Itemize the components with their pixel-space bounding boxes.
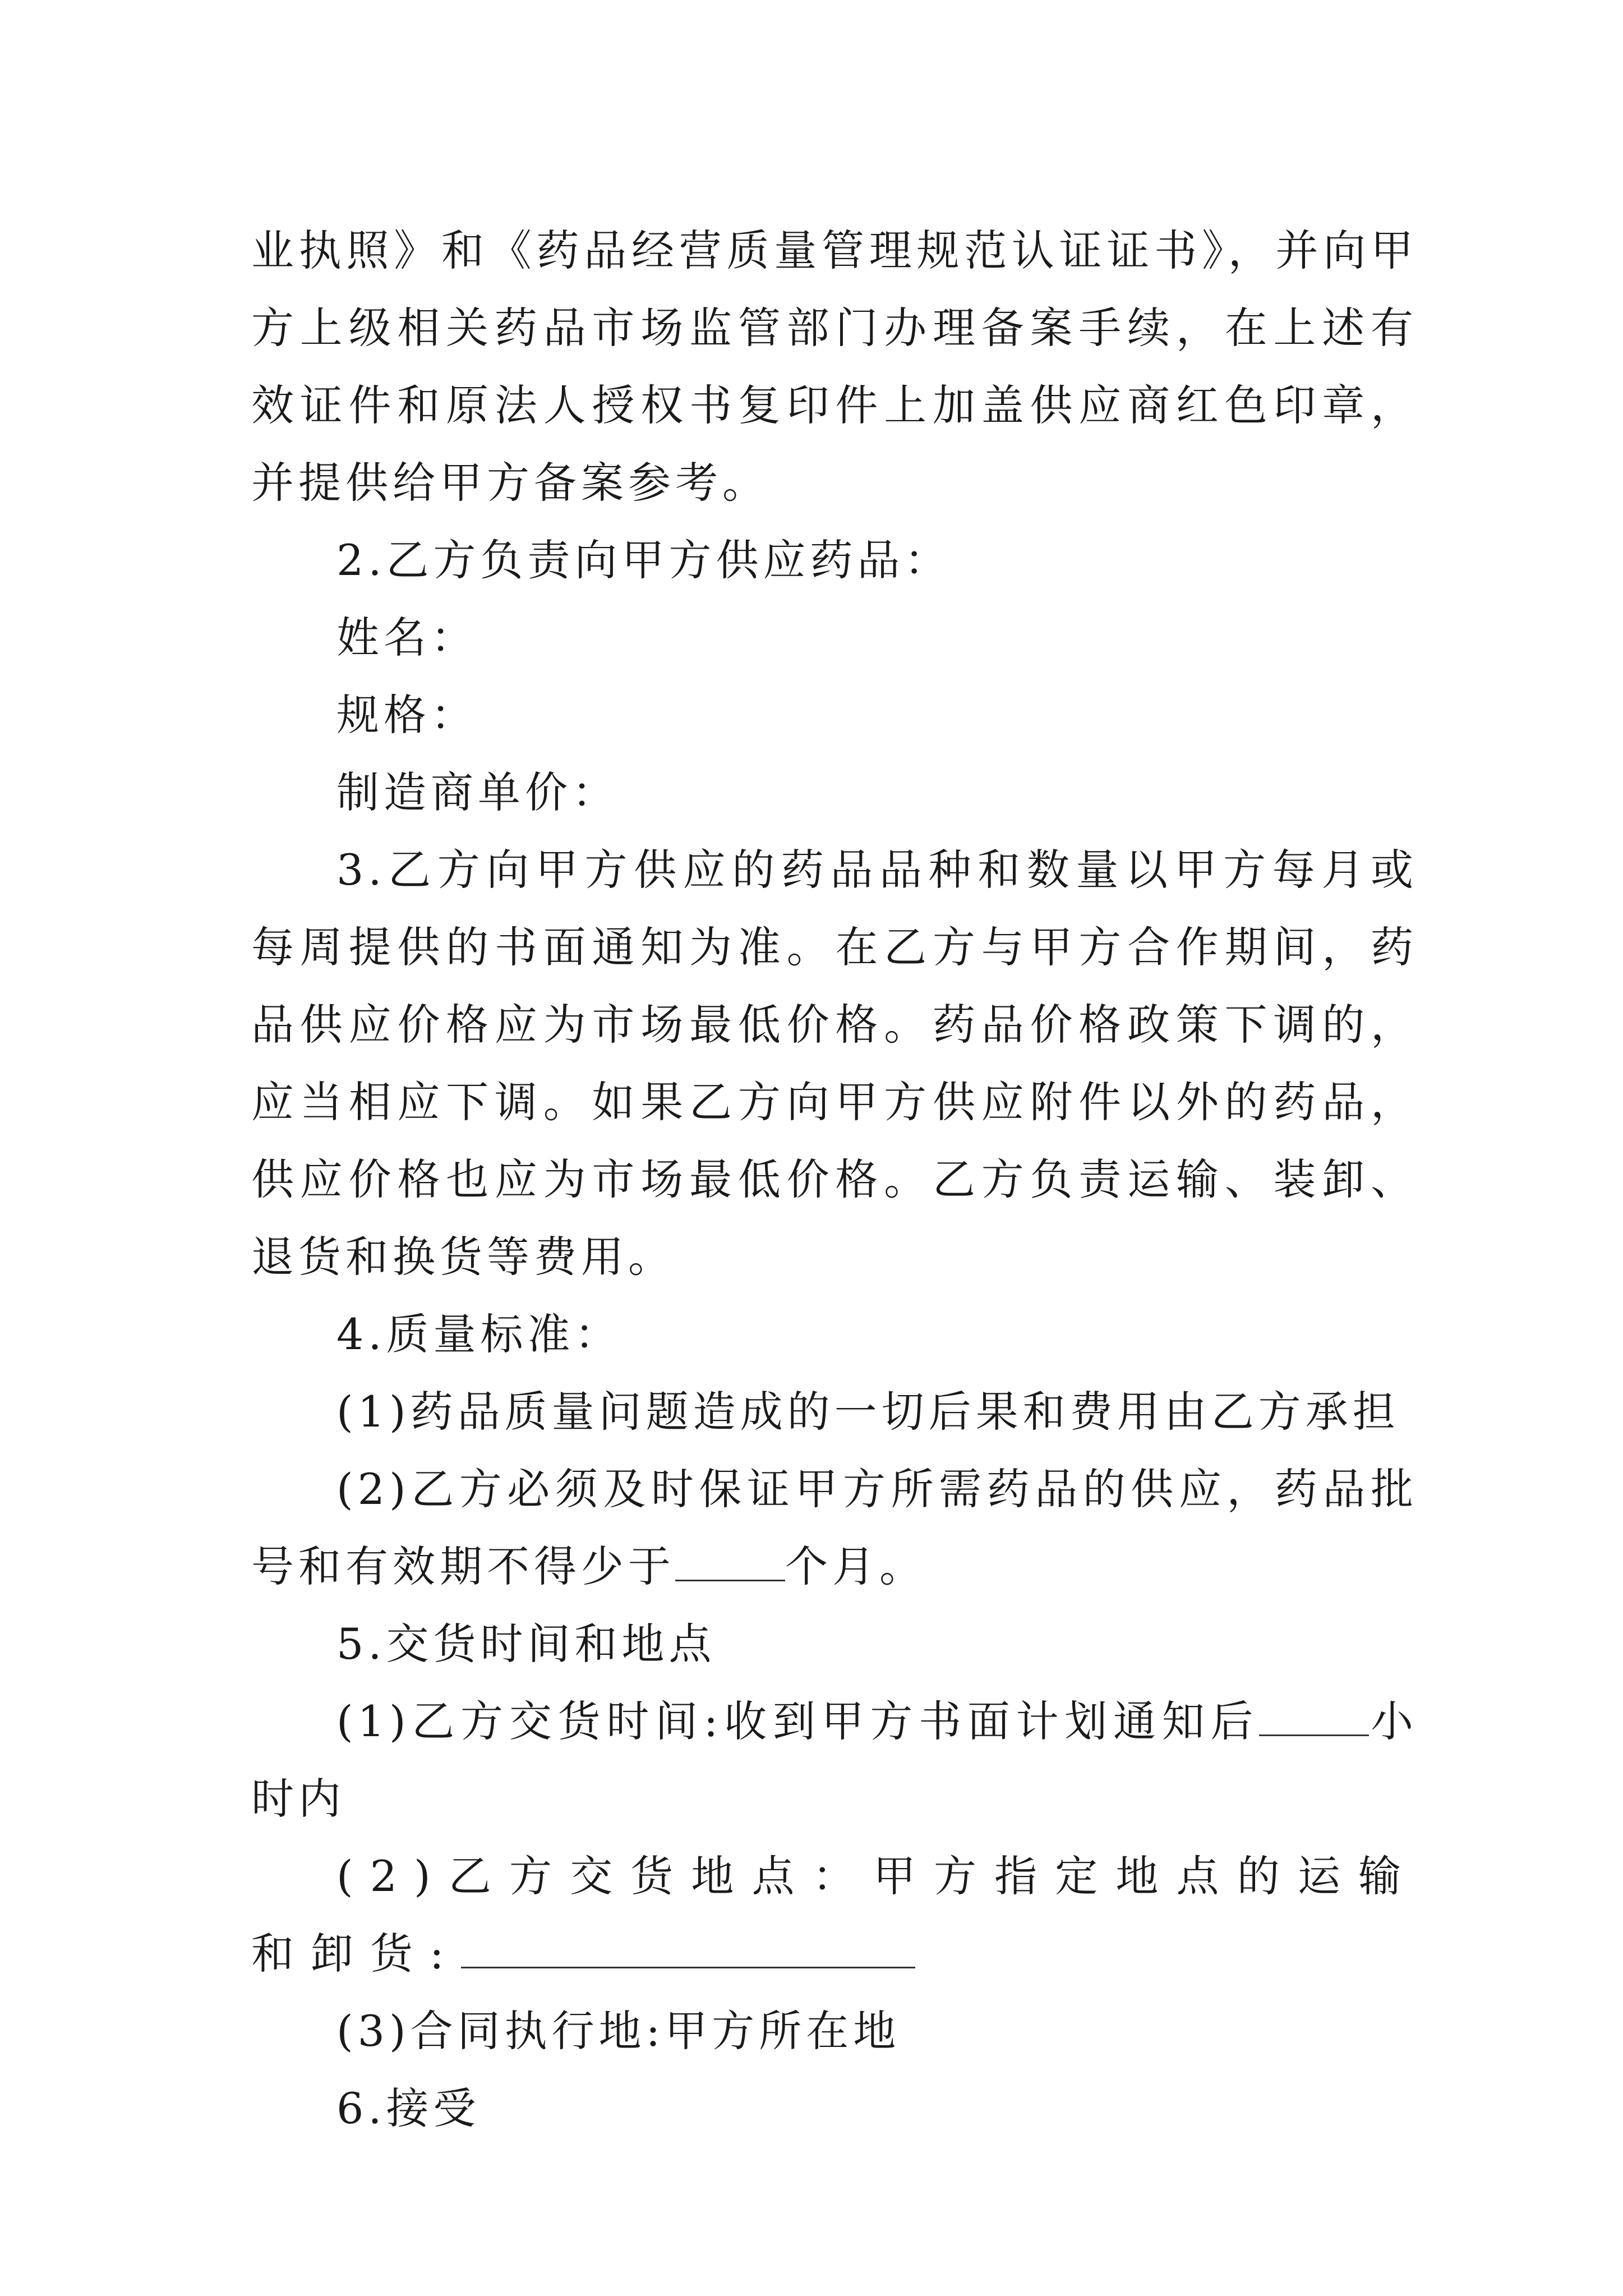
paragraph-field-name: 姓名：: [336, 613, 478, 662]
months-blank-line: [675, 1543, 785, 1581]
paragraph-clause-4-heading: 4.质量标准：: [336, 1309, 622, 1359]
paragraph-clause-5-heading: 5.交货时间和地点: [336, 1619, 716, 1669]
document-body: [251, 212, 1418, 2147]
paragraph-clause-6-heading: 6.接受: [336, 2083, 481, 2133]
paragraph-delivery-time: [251, 1683, 1418, 1838]
hours-blank-line: [1259, 1697, 1369, 1736]
paragraph-quality-item-1: (1)药品质量问题造成的一切后果和费用由乙方承担: [336, 1387, 1400, 1437]
delivery-time-text: (1)乙方交货时间:收到甲方书面计划通知后: [336, 1696, 1260, 1746]
quality-item-2-text: (2)乙方必须及时保证甲方所需药品的供应，药品批号和有效期不得少于: [251, 1464, 1418, 1591]
paragraph-clause-2-heading: 2.乙方负责向甲方供应药品：: [336, 535, 952, 585]
paragraph-field-spec: 规格：: [336, 690, 478, 740]
location-blank-line: [461, 1930, 915, 1968]
delivery-location-text: (2)乙方交货地点：甲方指定地点的运输和卸货:: [251, 1851, 1418, 1978]
paragraph-clause-3-pricing: 3.乙方向甲方供应的药品品种和数量以甲方每月或每周提供的书面通知为准。在乙方与甲方合作期间，药品供应价格应为市场最低价格。药品价格政策下调的，应当相应下调。如果乙方向甲方供应附件以外的药品，供应价格也应为市场最低价格。乙方负责运输、装卸、退货和换货等费用。: [251, 845, 1418, 1282]
paragraph-delivery-location: [251, 1838, 1418, 1993]
paragraph-quality-item-2: [251, 1451, 1418, 1605]
quality-item-2-suffix: 个月。: [785, 1542, 926, 1591]
paragraph-field-unit-price: 制造商单价：: [336, 767, 619, 817]
delivery-time-suffix: 小时内: [251, 1696, 1418, 1824]
paragraph-license-filing: 业执照》和《药品经营质量管理规范认证证书》，并向甲方上级相关药品市场监管部门办理备案手续，在上述有效证件和原法人授权书复印件上加盖供应商红色印章，并提供给甲方备案参考。: [251, 226, 1418, 508]
paragraph-execution-place: (3)合同执行地:甲方所在地: [336, 2006, 901, 2056]
